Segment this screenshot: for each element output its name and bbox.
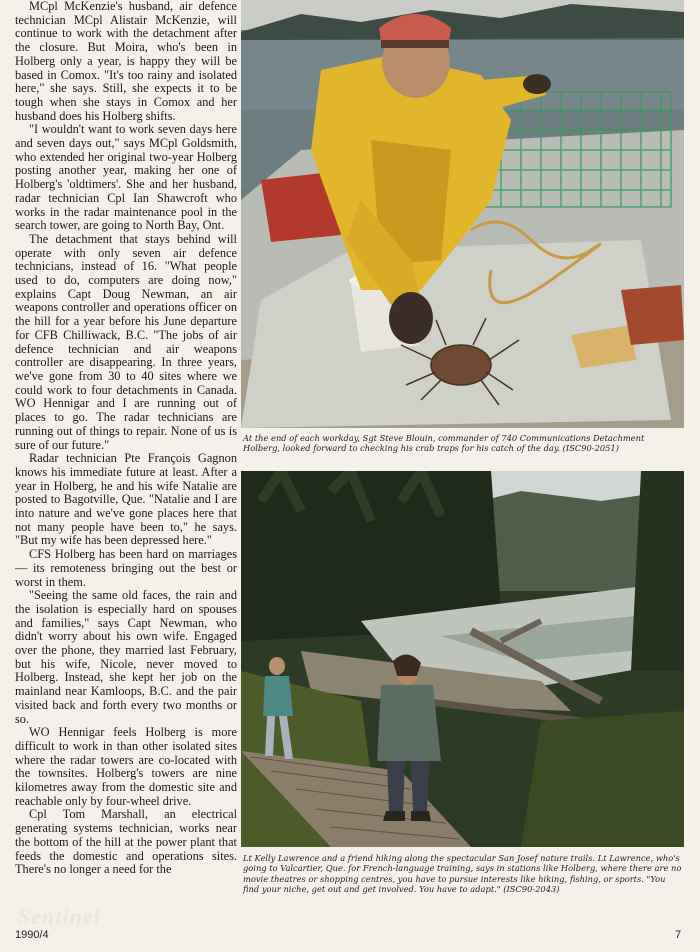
crab-boat-photo <box>241 0 684 428</box>
article-paragraph: WO Hennigar feels Holberg is more difficult to work in than other isolated sites where the radar towers are co-located with the townsites. Holberg's towers are nine kilometres away from the domestic site and reachable only by four-wheel drive. <box>15 725 237 808</box>
issue-number: 1990/4 <box>15 929 49 941</box>
page-number: 7 <box>675 929 682 941</box>
article-paragraph: The detachment that stays behind will operate with only seven air defence technicians, instead of 16. "What people used to do, computers are doing now," explains Capt Doug Newman, an air weapons controller and operations officer on the hill for a year before his June departure for CFB Chilliwack, B.C. "The jobs of air defence technician and air weapons controller are disappearing. In three years, we've gone from 30 to 40 sites where we could work to four detachments in Canada. WO Hennigar and I are running out of places to go. The radar technicians are running out of things to repair. None of us is sure of our future." <box>15 231 237 452</box>
article-paragraph: Cpl Tom Marshall, an electrical generating systems technician, works near the bottom of the hill at the power plant that feeds the domestic and operations sites. There's no longer a need for the <box>15 807 237 877</box>
photo-caption-bottom: Lt Kelly Lawrence and a friend hiking along the spectacular San Josef nature trails. Lt Lawrence, who's going to Valcartier, Que. for French-language training, says in stations like Holberg, where there are no movie theatres or shopping centres, you have to pursue interests like hiking, fishing, or sports. "You find your niche, get out and get involved. You have to adapt." (ISC90-2043) <box>243 853 682 895</box>
article-paragraph: "I wouldn't want to work seven days here and seven days out," says MCpl Goldsmith, who extended her original two-year Holberg posting another year, making her one of Holberg's 'oldtimers'. She and her husband, radar technician Cpl Ian Shawcroft who works in the radar maintenance pool in the search tower, are going to North Bay, Ont. <box>15 122 237 233</box>
article-text-column <box>15 0 237 895</box>
nature-trail-photo <box>241 471 684 847</box>
photo-caption-top: At the end of each workday, Sgt Steve Blouin, commander of 740 Communications Detachment Holberg, looked forward to checking his crab traps for his catch of the day. (ISC90-2051) <box>243 433 645 454</box>
article-paragraph: "Seeing the same old faces, the rain and the isolation is especially hard on spouses and families," says Capt Newman, who didn't worry about his own wife. Engaged over the phone, they married last February, but his wife, Nicole, never moved to Holberg. Instead, she kept her job on the mainland near Kamloops, B.C. and the pair visited back and forth every two months or so. <box>15 588 237 726</box>
article-paragraph: Radar technician Pte François Gagnon knows his immediate future at least. After a year in Holberg, he and his wife Natalie are posted to Bagotville, Que. "Natalie and I are into nature and we've gone places here that not many people have been to," he says. "But my wife has been depressed here." <box>15 451 237 548</box>
article-paragraph: MCpl McKenzie's husband, air defence technician MCpl Alistair McKenzie, will continue to work with the detachment after the closure. But Moira, who's been in Holberg only a year, is happy they will be based in Comox. "It's too rainy and isolated here," she says. Still, she expects it to be tough when she stays in Comox and her husband does his Holberg shifts. <box>15 0 237 123</box>
article-paragraph: CFS Holberg has been hard on marriages — its remoteness bringing out the best or worst in them. <box>15 547 237 589</box>
magazine-logo: Sentinel <box>18 904 101 929</box>
